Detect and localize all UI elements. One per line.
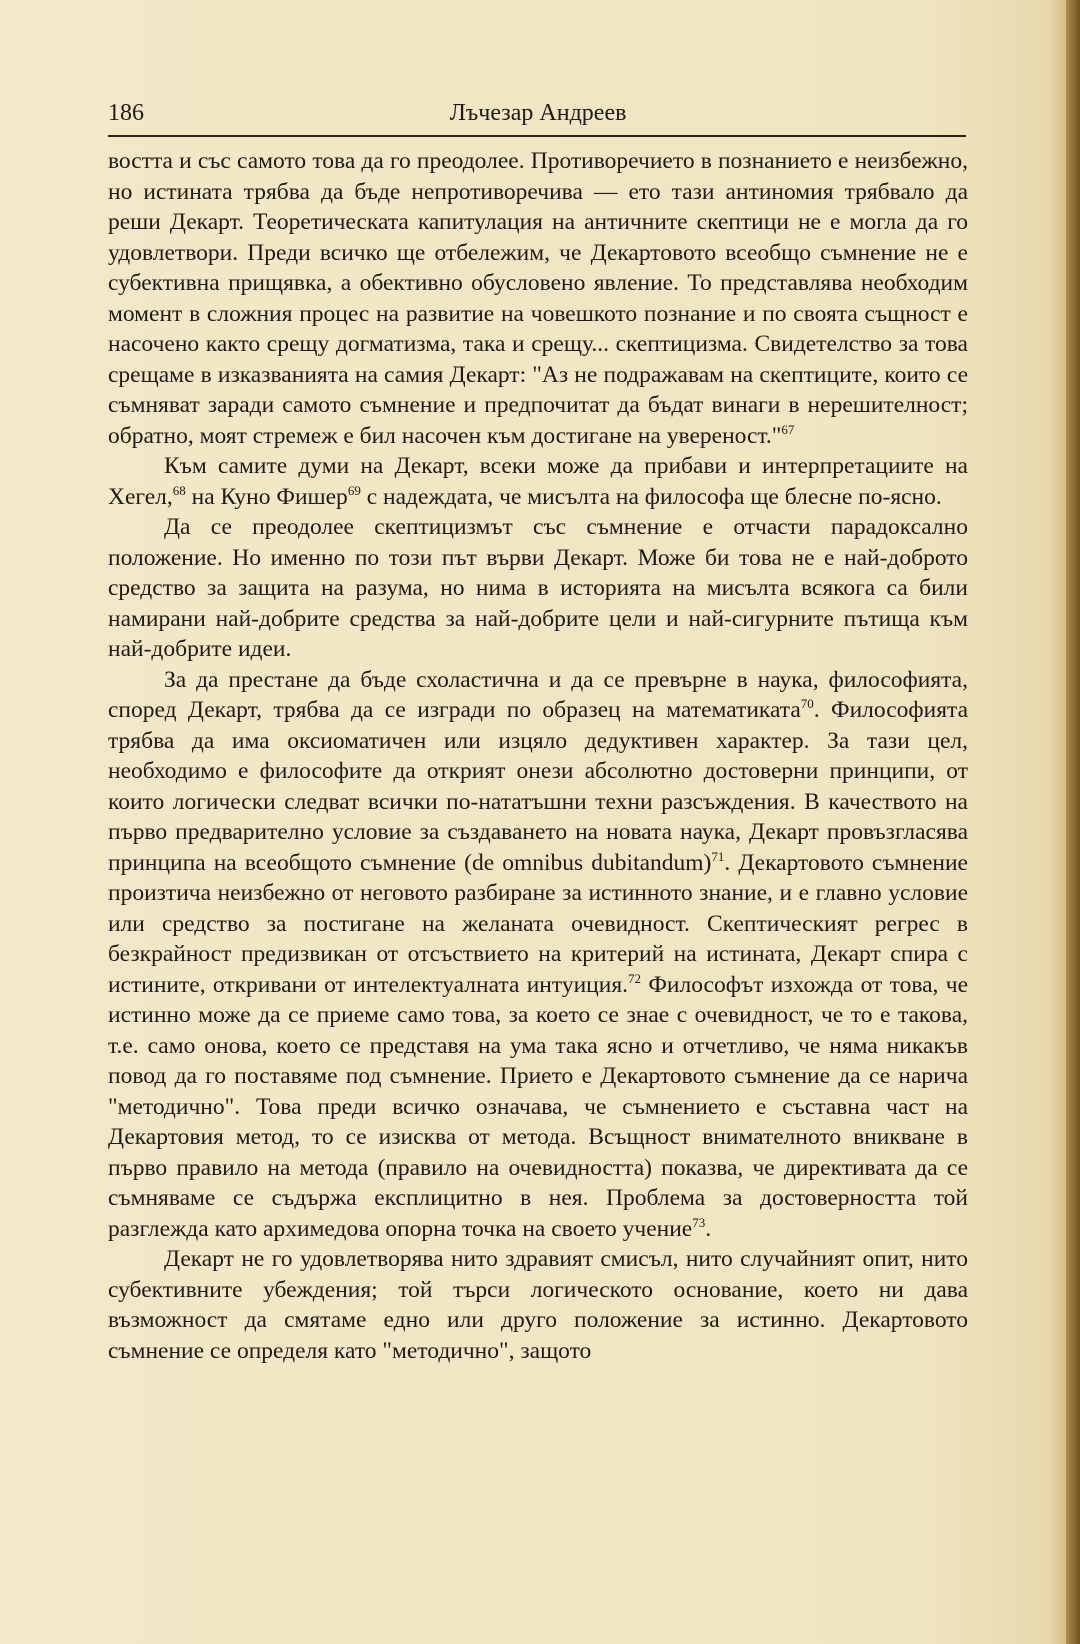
paragraph: [108, 146, 968, 451]
paragraph-text: востта и със самото това да го преодолее. Противоречието в познанието е неизбежно, но истината трябва да бъде непротиворечива — ето тази антиномия трябвало да реши Декарт. Теоретическата капитулация на античните скептици не е могла да го удовлетвори. Преди всичко ще отбележим, че Декартовото всеобщо съмнение не е субективна прищявка, а обективно обусловено явление. То представлява необходим момент в сложния процес на развитие на човешкото познание и по своята същност е насочено както срещу догматизма, така и срещу... скептицизма. Свидетелство за това срещаме в изказванията на самия Декарт: "Аз не подражавам на скептиците, които се съмняват заради самото съмнение и предпочитат да бъдат винаги в нерешителност; обратно, моят стремеж е бил насочен към достигане на увереност.": [108, 148, 968, 449]
paragraph-text: на Куно Фишер: [185, 483, 348, 510]
paragraph-text: .: [705, 1215, 712, 1242]
paragraph-text: . Декартовото съмнение произтича неизбежно от неговото разбиране за истинното знание, и е главно условие или средство за постигане на желаната очевидност. Скептическият регрес в безкрайност предизвикан от отсъствието на критерий на истината, Декарт спира с истините, откривани от интелектуалната интуиция.: [108, 849, 968, 998]
paragraph: [108, 451, 968, 512]
paragraph: [108, 1244, 968, 1366]
paragraph: [108, 512, 968, 665]
footnote-marker: 68: [172, 482, 186, 498]
paragraph-text: Декарт не го удовлетворява нито здравият смисъл, нито случайният опит, нито субективните убеждения; той търси логическото основание, което ни дава възможност да смятаме едно или друго положение за истинно. Декартовото съмнение се определя като "методично", защото: [108, 1246, 968, 1364]
book-spine-edge: [1066, 0, 1080, 1644]
paragraph: [108, 665, 968, 1245]
header-rule: [108, 135, 966, 137]
paragraph-text: Към самите думи на Декарт, всеки може да прибави и интерпретациите на Хегел,: [108, 453, 968, 510]
body-text: [108, 146, 968, 1366]
running-title: Лъчезар Андреев: [449, 100, 627, 126]
paragraph-text: Да се преодолее скептицизмът със съмнение е отчасти парадоксално положение. Но именно по този път върви Декарт. Може би това не е най-доброто средство за защита на разума, но нима в историята на мисълта всякога са били намирани най-добрите средства за най-добрите цели и най-сигурните пътища към най-добрите идеи.: [108, 514, 968, 662]
footnote-marker: 67: [781, 421, 795, 437]
paragraph-text: . Философията трябва да има оксиоматичен или изцяло дедуктивен характер. За тази цел, необходимо е философите да открият онези абсолютно достоверни принципи, от които логически следват всички по-нататъшни техни разсъждения. В качеството на първо предварително условие за създаването на новата наука, Декарт провъзгласява принципа на всеобщото съмнение (de omnibus dubitandum): [108, 697, 969, 876]
page-header: [108, 100, 968, 136]
footnote-marker: 70: [800, 696, 814, 712]
paragraph-text: За да престане да бъде схоластична и да се превърне в наука, философията, според Декарт, трябва да се изгради по образец на математиката: [108, 666, 968, 723]
footnote-marker: 69: [347, 482, 361, 498]
paragraph-text: Философът изхожда от това, че истинно може да се приеме само това, за което се знае с очевидност, че то е такова, т.е. само онова, което се представя на ума така ясно и отчетливо, че няма никакъв повод да го поставяме под съмнение. Прието е Декартовото съмнение да се нарича "методично". Това преди всичко означава, че съмнението е съставна част на Декартовия метод, то се изисква от метода. Всъщност внимателното вникване в първо правило на метода (правило на очевидността) показва, че директивата да се съмняваме се съдържа експлицитно в нея. Проблема за достоверността той разглежда като архимедова опорна точка на своето учение: [108, 971, 969, 1242]
paragraph-text: с надеждата, че мисълта на философа ще блесне по-ясно.: [360, 483, 942, 510]
footnote-marker: 73: [692, 1214, 706, 1230]
page-number: 186: [108, 100, 144, 126]
footnote-marker: 72: [628, 970, 642, 986]
footnote-marker: 71: [711, 848, 725, 864]
